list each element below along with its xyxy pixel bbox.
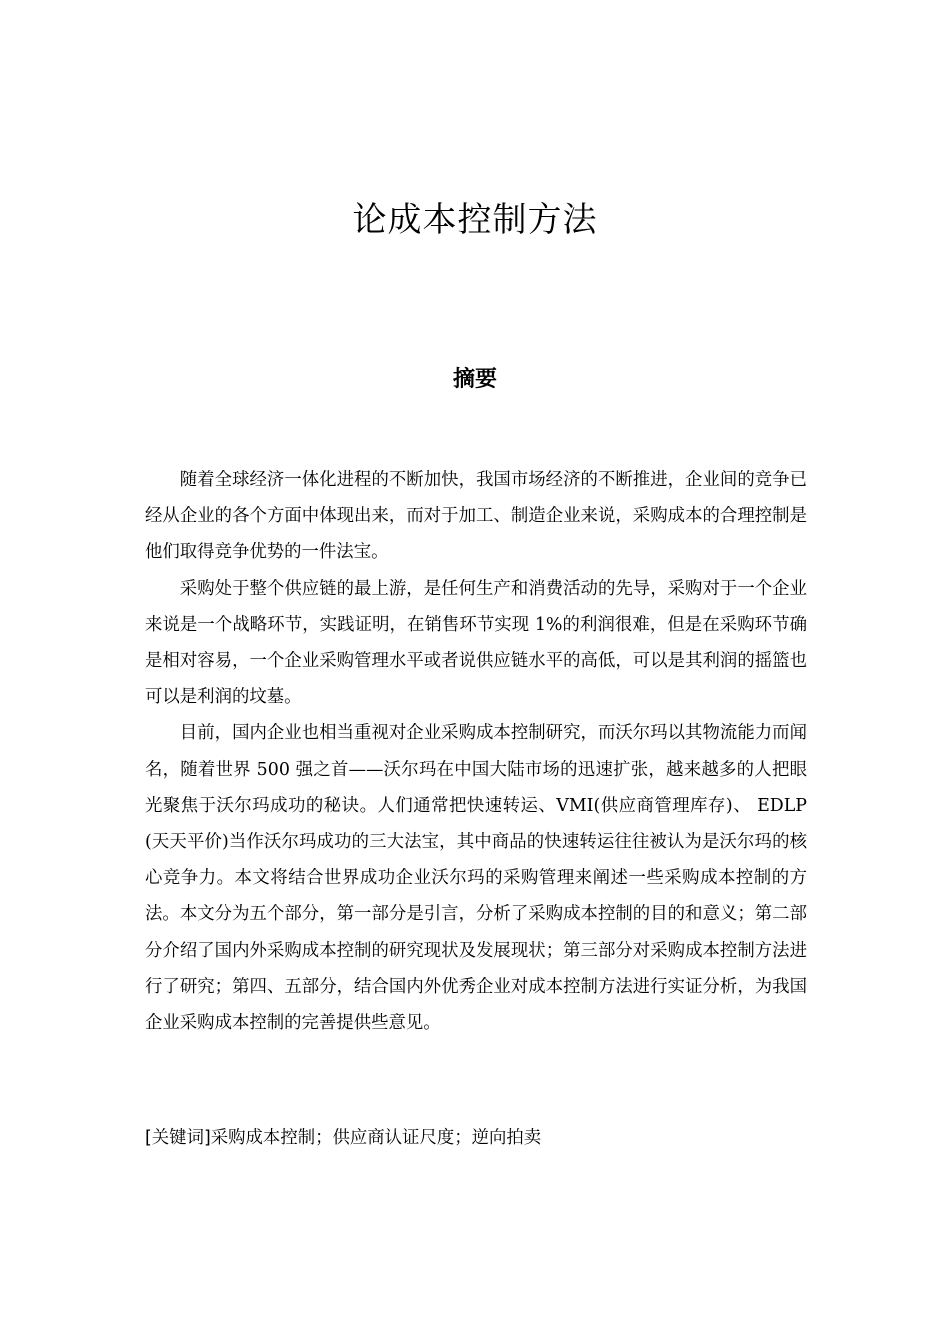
- keywords-line: [145, 1120, 807, 1156]
- keywords-label: [关键词]: [145, 1128, 211, 1148]
- keywords-text: 采购成本控制；供应商认证尺度；逆向拍卖: [210, 1128, 542, 1148]
- abstract-paragraph-2: 采购处于整个供应链的最上游，是任何生产和消费活动的先导，采购对于一个企业来说是一个战略环节，实践证明，在销售环节实现 1%的利润很难，但是在采购环节确是相对容易，一个企业采购管理水平或者说供应链水平的高低，可以是其利润的摇篮也可以是利润的坟墓。: [145, 578, 807, 708]
- abstract-heading: 摘要: [452, 367, 497, 392]
- abstract-paragraph-3: 目前，国内企业也相当重视对企业采购成本控制研究，而沃尔玛以其物流能力而闻名，随着世界 500 强之首——沃尔玛在中国大陆市场的迅速扩张，越来越多的人把眼光聚焦于沃尔玛成功的秘诀。人们通常把快速转运、VMI(供应商管理库存)、 EDLP(天天平价)当作沃尔玛成功的三大法宝，其中商品的快速转运往往被认为是沃尔玛的核心竞争力。本文将结合世界成功企业沃尔玛的采购管理来阐述一些采购成本控制的方法。本文分为五个部分，第一部分是引言，分析了采购成本控制的目的和意义；第二部分介绍了国内外采购成本控制的研究现状及发展现状；第三部分对采购成本控制方法进行了研究；第四、五部分，结合国内外优秀企业对成本控制方法进行实证分析，为我国企业采购成本控制的完善提供些意见。: [145, 723, 807, 1034]
- abstract-paragraph-1: 随着全球经济一体化进程的不断加快，我国市场经济的不断推进，企业间的竞争已经从企业的各个方面中体现出来，而对于加工、制造企业来说，采购成本的合理控制是他们取得竞争优势的一件法宝。: [145, 470, 807, 563]
- document-title: 论成本控制方法: [352, 200, 598, 240]
- abstract-body: [145, 462, 807, 1041]
